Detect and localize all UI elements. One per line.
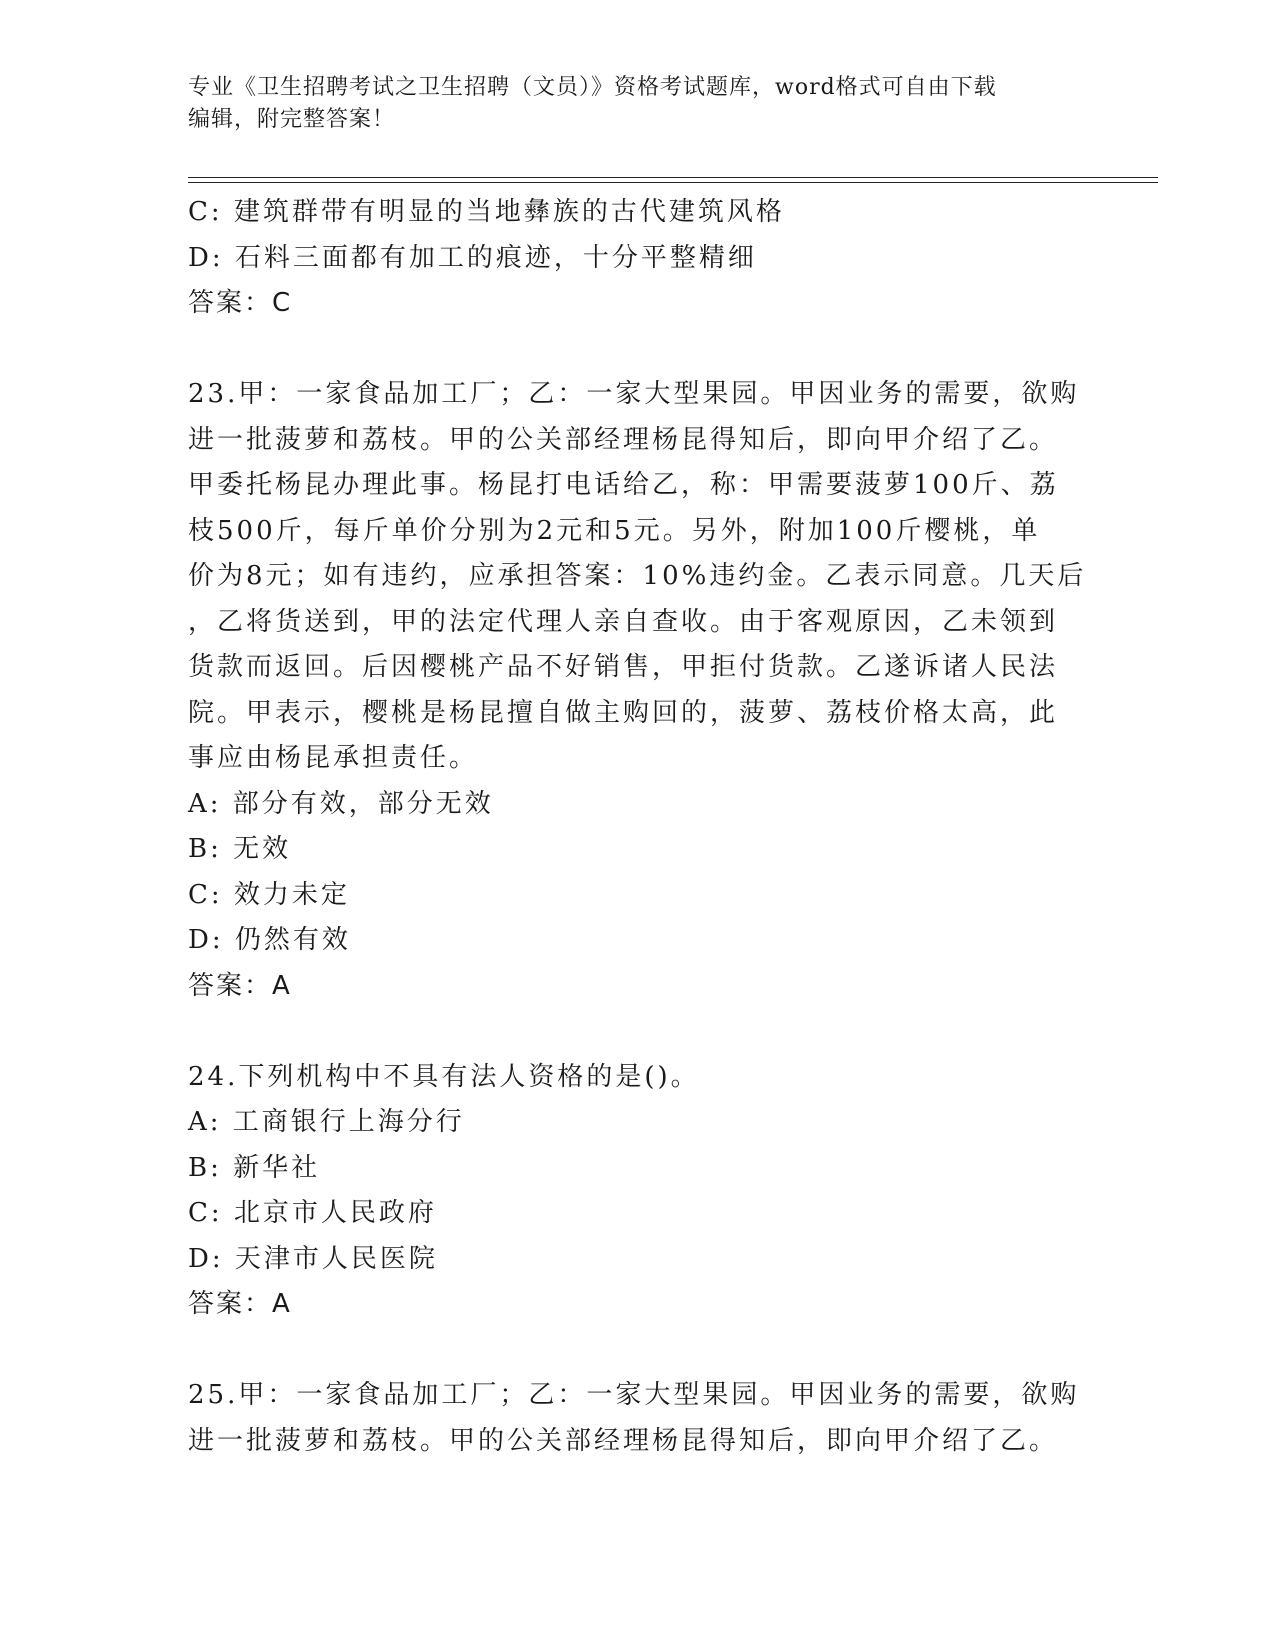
question-text-line: 枝500斤，每斤单价分别为2元和5元。另外，附加100斤樱桃，单	[188, 515, 1041, 546]
question-24	[188, 1055, 1088, 1328]
option-c: C: 北京市人民政府	[188, 1198, 437, 1228]
answer-line: 答案：C	[188, 288, 293, 318]
spacer	[188, 327, 1088, 373]
option-d: D: 天津市人民医院	[188, 1243, 438, 1274]
question-text-line: 24.下列机构中不具有法人资格的是()。	[188, 1061, 700, 1092]
document-header	[188, 72, 1088, 136]
spacer	[188, 1328, 1088, 1374]
header-divider-bottom	[188, 182, 1158, 183]
option-d: D: 仍然有效	[188, 925, 351, 955]
answer-line: 答案：A	[188, 970, 292, 1001]
question-text-line: 进一批菠萝和荔枝。甲的公关部经理杨昆得知后，即向甲介绍了乙。	[188, 1425, 1059, 1456]
question-text-line: 院。甲表示，樱桃是杨昆擅自做主购回的，菠萝、荔枝价格太高，此	[188, 697, 1059, 728]
question-25	[188, 1373, 1088, 1464]
option-c: C: 建筑群带有明显的当地彝族的古代建筑风格	[188, 197, 785, 227]
option-a: A: 工商银行上海分行	[188, 1107, 465, 1137]
option-c: C: 效力未定	[188, 879, 350, 910]
question-22-tail	[188, 190, 1088, 327]
question-text-line: 事应由杨昆承担责任。	[188, 743, 479, 773]
question-text-line: 23.甲：一家食品加工厂；乙：一家大型果园。甲因业务的需要，欲购	[188, 379, 1080, 409]
question-text-line: ，乙将货送到，甲的法定代理人亲自查收。由于客观原因，乙未领到	[188, 606, 1059, 637]
option-a: A: 部分有效，部分无效	[188, 788, 494, 819]
question-text-line: 价为8元；如有违约，应承担答案：10%违约金。乙表示同意。几天后	[188, 561, 1087, 591]
option-b: B: 新华社	[188, 1152, 321, 1183]
question-23	[188, 372, 1088, 1009]
header-divider-top	[188, 177, 1158, 178]
question-text-line: 进一批菠萝和荔枝。甲的公关部经理杨昆得知后，即向甲介绍了乙。	[188, 424, 1059, 455]
header-line-1: 专业《卫生招聘考试之卫生招聘（文员）》资格考试题库，word格式可自由下载	[188, 75, 997, 100]
header-line-2: 编辑，附完整答案！	[188, 107, 396, 132]
answer-line: 答案：A	[188, 1289, 292, 1319]
question-text-line: 货款而返回。后因樱桃产品不好销售，甲拒付货款。乙遂诉诸人民法	[188, 652, 1059, 682]
question-text-line: 甲委托杨昆办理此事。杨昆打电话给乙，称：甲需要菠萝100斤、荔	[188, 470, 1059, 500]
question-text-line: 25.甲：一家食品加工厂；乙：一家大型果园。甲因业务的需要，欲购	[188, 1380, 1080, 1410]
spacer	[188, 1009, 1088, 1055]
question-content	[188, 190, 1088, 1464]
option-d: D: 石料三面都有加工的痕迹，十分平整精细	[188, 242, 757, 273]
option-b: B: 无效	[188, 834, 292, 864]
